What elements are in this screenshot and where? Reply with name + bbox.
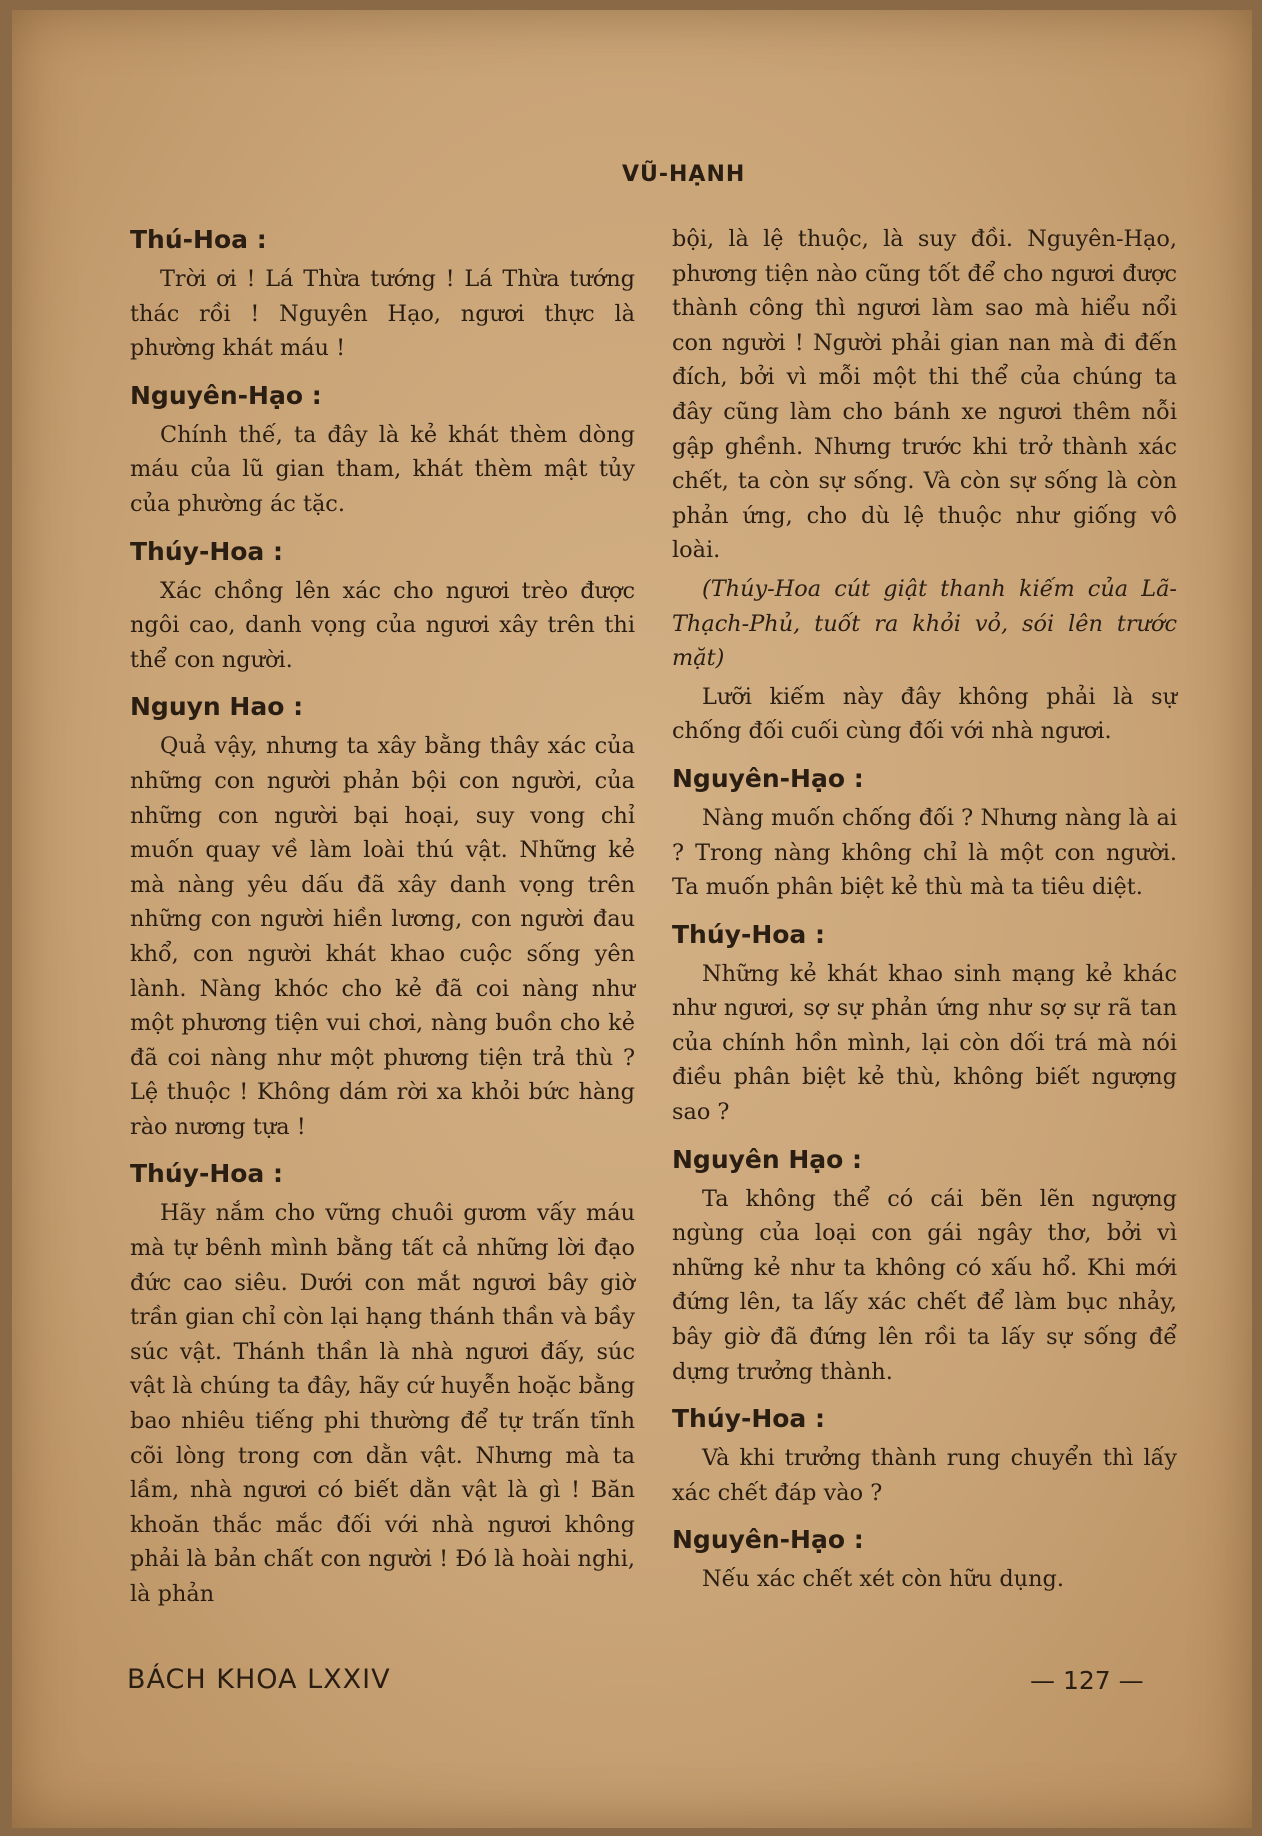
page-sheet bbox=[12, 10, 1252, 1828]
speech-text: Trời ơi ! Lá Thừa tướng ! Lá Thừa tướng thác rồi ! Nguyên Hạo, ngươi thực là phường khát máu ! bbox=[130, 266, 635, 362]
page-number: — 127 — bbox=[1030, 1666, 1144, 1695]
speaker-name: Nguyên-Hạo : bbox=[672, 1525, 864, 1555]
left-column bbox=[130, 222, 635, 1616]
speech-text: Lưỡi kiếm này đây không phải là sự chống đối cuối cùng đối với nhà ngươi. bbox=[672, 683, 1177, 745]
speaker-name: Thú-Hoa : bbox=[130, 225, 267, 254]
speaker-name: Thúy-Hoa : bbox=[130, 1159, 283, 1189]
speech-text: Nếu xác chết xét còn hữu dụng. bbox=[702, 1566, 1064, 1593]
speaker-name: Nguyên-Hạo : bbox=[672, 763, 864, 793]
speaker-name: Nguyên-Hạo : bbox=[130, 380, 322, 410]
speaker-name: Nguyên Hạo : bbox=[672, 1144, 863, 1174]
speaker-name: Nguyn Hao : bbox=[130, 692, 304, 722]
speech-text-continued: bội, là lệ thuộc, là suy đồi. Nguyên-Hạo, phương tiện nào cũng tốt để cho ngươi được thành công thì ngươi làm sao mà hiểu nổi con người ! Người phải gian nan mà đi đến đích, bởi vì mỗi một thi thể của chúng ta đây cũng làm cho bánh xe ngươi thêm nỗi gập ghềnh. Nhưng trước khi trở thành xác chết, ta còn sự sống. Và còn sự sống là còn phản ứng, cho dù lệ thuộc như giống vô loài. bbox=[672, 226, 1177, 564]
right-column bbox=[672, 222, 1177, 1601]
speech-text: Hãy nắm cho vững chuôi gươm vấy máu mà tự bênh mình bằng tất cả những lời đạo đức cao siêu. Dưới con mắt ngươi bây giờ trần gian chỉ còn lại hạng thánh thần và bầy súc vật. Thánh thần là nhà ngươi đấy, súc vật là chúng ta đây, hãy cứ huyễn hoặc bằng bao nhiêu tiếng phi thường để tự trấn tĩnh cõi lòng trong cơn dằn vật. Nhưng mà ta lầm, nhà ngươi có biết dằn vật là gì ! Băn khoăn thắc mắc đối với nhà ngươi không phải là bản chất con người ! Đó là hoài nghi, là phản bbox=[130, 1200, 635, 1607]
speech-text: Nàng muốn chống đối ? Nhưng nàng là ai ? Trong nàng không chỉ là một con người. Ta muốn phân biệt kẻ thù mà ta tiêu diệt. bbox=[672, 804, 1177, 901]
speaker-name: Thúy-Hoa : bbox=[130, 536, 283, 566]
running-head: VŨ-HẠNH bbox=[622, 162, 746, 187]
speech-text: Quả vậy, nhưng ta xây bằng thây xác của những con người phản bội con người, của những con người bại hoại, suy vong chỉ muốn quay về làm loài thú vật. Những kẻ mà nàng yêu dấu đã xây danh vọng trên những con người hiền lương, con người đau khổ, con người khát khao cuộc sống yên lành. Nàng khóc cho kẻ đã coi nàng như một phương tiện vui chơi, nàng buồn cho kẻ đã coi nàng như một phương tiện trả thù ? Lệ thuộc ! Không dám rời xa khỏi bức hàng rào nương tựa ! bbox=[130, 733, 635, 1140]
stage-direction: (Thúy-Hoa cút giật thanh kiếm của Lã-Thạch-Phủ, tuốt ra khỏi vỏ, sói lên trước mặt) bbox=[672, 575, 1177, 672]
speech-text: Xác chồng lên xác cho ngươi trèo được ngôi cao, danh vọng của ngươi xây trên thi thể con người. bbox=[130, 577, 635, 673]
magazine-footer: BÁCH KHOA LXXIV bbox=[127, 1664, 391, 1695]
speech-text: Chính thế, ta đây là kẻ khát thèm dòng máu của lũ gian tham, khát thèm mật tủy của phường ác tặc. bbox=[130, 421, 635, 517]
speaker-name: Thúy-Hoa : bbox=[672, 1404, 825, 1434]
speech-text: Và khi trưởng thành rung chuyển thì lấy xác chết đáp vào ? bbox=[672, 1445, 1177, 1506]
speaker-name: Thúy-Hoa : bbox=[672, 919, 825, 949]
speech-text: Những kẻ khát khao sinh mạng kẻ khác như ngươi, sợ sự phản ứng như sợ sự rã tan của chính hồn mình, lại còn dối trá mà nói điều phân biệt kẻ thù, không biết ngượng sao ? bbox=[672, 960, 1177, 1126]
speech-text: Ta không thể có cái bẽn lẽn ngượng ngùng của loại con gái ngây thơ, bởi vì những kẻ như ta không có xấu hổ. Khi mới đứng lên, ta lấy xác chết để làm bục nhảy, bây giờ đã đứng lên rồi ta lấy sự sống để dựng trưởng thành. bbox=[672, 1185, 1177, 1385]
